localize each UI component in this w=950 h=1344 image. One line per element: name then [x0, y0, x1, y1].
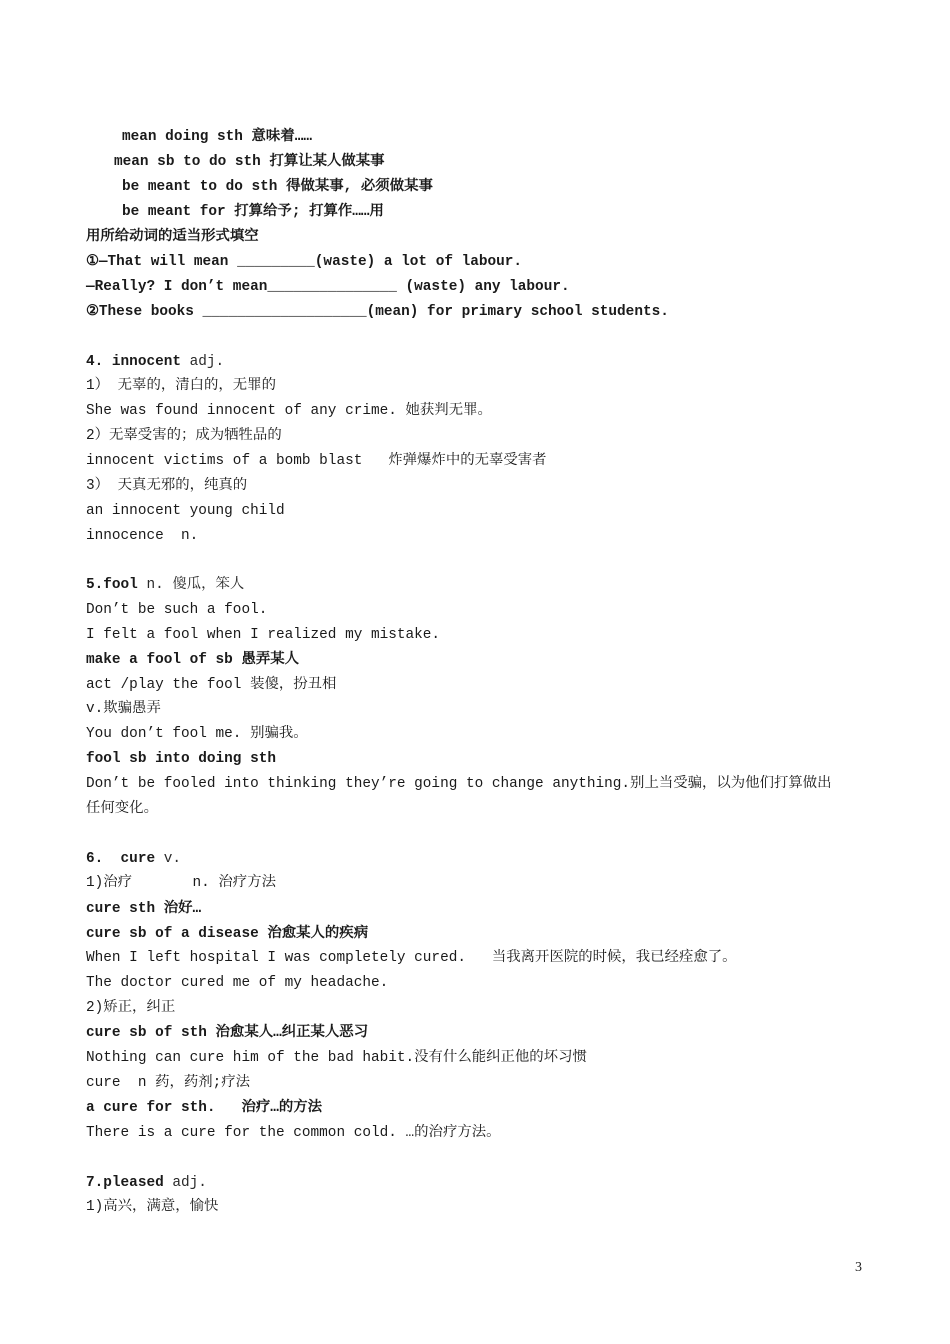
entry-word: 6. cure: [86, 851, 164, 867]
entry-pos: v.: [163, 851, 182, 867]
page-number: 3: [855, 1260, 862, 1275]
phrase-line: cure sth 治好…: [86, 901, 202, 917]
example-line: When I left hospital I was completely cured. 当我离开医院的时候，我已经痊愈了。: [86, 950, 737, 966]
phrase-mean-sb-to-do: mean sb to do sth 打算让某人做某事: [114, 154, 385, 170]
sense-line: 3） 天真无邪的，纯真的: [86, 478, 248, 494]
exercise-item-1a: ①—That will mean _________(waste) a lot of labour.: [86, 254, 523, 270]
example-line: There is a cure for the common cold. …的治疗方法。: [86, 1125, 501, 1141]
example-line: I felt a fool when I realized my mistake.: [86, 627, 441, 643]
example-line: Don’t be such a fool.: [86, 602, 268, 618]
entry-word: 7.pleased: [86, 1175, 173, 1191]
example-line: You don’t fool me. 别骗我。: [86, 726, 308, 742]
example-line: She was found innocent of any crime. 她获判无罪。: [86, 403, 492, 419]
sense-line: 1)治疗 n. 治疗方法: [86, 875, 276, 891]
phrase-be-meant-to-do: be meant to do sth 得做某事, 必须做某事: [122, 179, 433, 195]
example-line: Nothing can cure him of the bad habit.没有什么能纠正他的坏习惯: [86, 1050, 587, 1066]
phrase-line: cure sb of a disease 治愈某人的疾病: [86, 926, 369, 942]
entry-word: 4. innocent: [86, 354, 190, 370]
phrase-mean-doing: mean doing sth 意味着……: [122, 129, 312, 145]
exercise-instruction: 用所给动词的适当形式填空: [86, 229, 259, 245]
entry-heading-pleased: [86, 1174, 207, 1192]
exercise-item-1b: —Really? I don’t mean_______________ (waste) any labour.: [86, 279, 570, 295]
phrase-line: act /play the fool 装傻，扮丑相: [86, 677, 337, 693]
phrase-line: make a fool of sb 愚弄某人: [86, 652, 300, 668]
sense-line: v.欺骗愚弄: [86, 701, 161, 717]
derivative-line: innocence n.: [86, 528, 199, 544]
entry-pos: adj.: [189, 354, 225, 370]
example-line-continued: 任何变化。: [86, 801, 158, 817]
phrase-line: a cure for sth. 治疗…的方法: [86, 1100, 323, 1116]
exercise-item-2: ②These books ___________________(mean) for primary school students.: [86, 304, 669, 320]
entry-heading-cure: [86, 850, 181, 868]
sense-line: 2）无辜受害的；成为牺牲品的: [86, 428, 282, 444]
sense-line: 1)高兴，满意，愉快: [86, 1199, 219, 1215]
example-line: Don’t be fooled into thinking they’re going to change anything.别上当受骗，以为他们打算做出: [86, 776, 832, 792]
sense-line: 2)矫正，纠正: [86, 1000, 176, 1016]
entry-word: 5.fool: [86, 577, 147, 593]
entry-heading-fool: [86, 576, 244, 594]
example-line: innocent victims of a bomb blast 炸弹爆炸中的无辜受害者: [86, 453, 547, 469]
example-line: an innocent young child: [86, 503, 285, 519]
entry-heading-innocent: [86, 353, 224, 371]
phrase-be-meant-for: be meant for 打算给予; 打算作……用: [122, 204, 384, 220]
entry-pos: n. 傻瓜，笨人: [146, 577, 245, 593]
phrase-line: fool sb into doing sth: [86, 751, 276, 767]
entry-pos: adj.: [172, 1175, 207, 1191]
sense-line: cure n 药，药剂;疗法: [86, 1075, 251, 1091]
sense-line: 1） 无辜的，清白的，无罪的: [86, 378, 276, 394]
phrase-line: cure sb of sth 治愈某人…纠正某人恶习: [86, 1025, 369, 1041]
example-line: The doctor cured me of my headache.: [86, 975, 389, 991]
